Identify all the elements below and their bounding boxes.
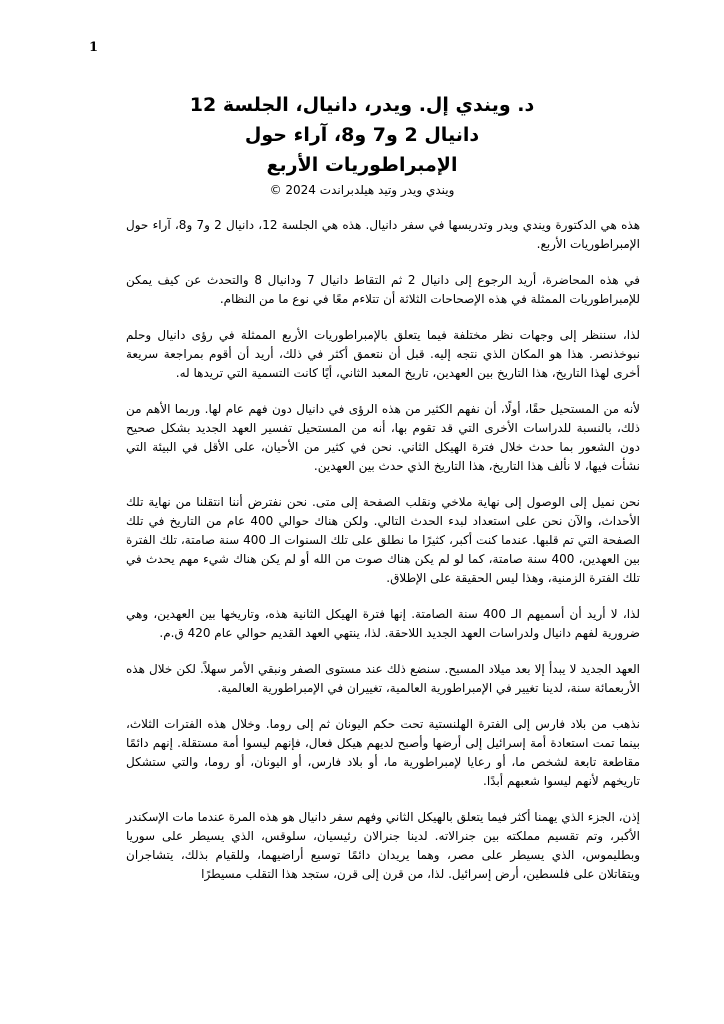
title-line-3: الإمبراطوريات الأربع xyxy=(266,154,458,176)
title-line-1: د. ويندي إل. ويدر، دانيال، الجلسة 12 xyxy=(189,94,535,116)
paragraph-6: لذا، لا أريد أن أسميهم الـ 400 سنة الصامتة. إنها فترة الهيكل الثانية هذه، وتاريخها بين العهدين، وهي ضرورية لفهم دانيال ولدراسات العهد الجديد اللاحقة. لذا، ينتهي العهد القديم حوالي عام 420 ق.م. xyxy=(126,607,640,640)
document-body xyxy=(126,216,640,901)
paragraph-9: إذن، الجزء الذي يهمنا أكثر فيما يتعلق بالهيكل الثاني وفهم سفر دانيال هو هذه المرة عندما مات الإسكندر الأكبر، وتم تقسيم مملكته بين جنرالاته. لدينا جنرالان رئيسيان، سلوقس، الذي يسيطر على سوريا وبطليموس، الذي يسيطر على مصر، وهما يريدان دائمًا توسيع أراضيهما، وللقيام بذلك، يتشاجران ويتقاتلان على فلسطين، أرض إسرائيل. لذا، من قرن إلى قرن، ستجد هذا التقلب مسيطرًا xyxy=(126,810,640,881)
document-header xyxy=(0,90,724,199)
paragraph-3: لذا، سننظر إلى وجهات نظر مختلفة فيما يتعلق بالإمبراطوريات الأربع الممثلة في رؤى دانيال وحلم نبوخذنصر. هذا هو المكان الذي نتجه إليه. قبل أن نتعمق أكثر في ذلك، أريد أن أقوم بمراجعة سريعة أخرى لهذا التاريخ، هذا التاريخ بين العهدين، تاريخ المعبد الثاني، أيًا كانت التسمية التي تريدها له. xyxy=(126,328,640,380)
paragraph-7: العهد الجديد لا يبدأ إلا بعد ميلاد المسيح. سنضع ذلك عند مستوى الصفر ونبقي الأمر سهلاً. لكن خلال هذه الأربعمائة سنة، لدينا تغيير في الإمبراطورية العالمية، تغييران في الإمبراطورية العالمية. xyxy=(126,662,640,695)
paragraph-4: لأنه من المستحيل حقًا، أولًا، أن نفهم الكثير من هذه الرؤى في دانيال دون فهم عام لها. وربما الأهم من ذلك، بالنسبة للدراسات الأخرى التي قد تقوم بها، أنه من المستحيل تفسير العهد الجديد بشكل صحيح دون الشعور بما حدث خلال فترة الهيكل الثاني. نحن في كثير من الأحيان، على الأقل في البيئة التي نشأت فيها، لا نألف هذا التاريخ، هذا التاريخ الذي حدث بين العهدين. xyxy=(126,402,640,473)
paragraph-2: في هذه المحاضرة، أريد الرجوع إلى دانيال 2 ثم التقاط دانيال 7 ودانيال 8 والتحدث عن كيف يمكن للإمبراطوريات الممثلة في هذه الإصحاحات الثلاثة أن تتلاءم معًا في نوع ما من النظام. xyxy=(126,273,640,306)
page-number: 1 xyxy=(89,40,99,55)
title-line-2: دانيال 2 و7 و8، آراء حول xyxy=(244,124,480,146)
copyright-line: ويندي ويدر وتيد هيلدبراندت 2024 © xyxy=(269,183,455,197)
paragraph-8: نذهب من بلاد فارس إلى الفترة الهلنستية تحت حكم اليونان ثم إلى روما. وخلال هذه الفترات الثلاث، بينما تمت استعادة أمة إسرائيل إلى أرضها وأصبح لديهم هيكل فعال، فإنهم ليسوا أمة مستقلة. إنهم دائمًا مقاطعة تابعة لشخص ما، أو رعايا لإمبراطورية ما، أو بلاد فارس، أو اليونان، أو روما، والتي ستشكل تاريخهم لأنهم ليسوا شعبهم أبدًا. xyxy=(126,717,640,788)
paragraph-1: هذه هي الدكتورة ويندي ويدر وتدريسها في سفر دانيال. هذه هي الجلسة 12، دانيال 2 و7 و8، آراء حول الإمبراطوريات الأربع. xyxy=(126,218,641,251)
paragraph-5: نحن نميل إلى الوصول إلى نهاية ملاخي ونقلب الصفحة إلى متى. نحن نفترض أننا انتقلنا من نهاية تلك الأحداث، والآن نحن على استعداد لبدء الحدث التالي. ولكن هناك حوالي 400 عام من التاريخ في تلك الصفحة التي تم قلبها. عندما كنت أكبر، كثيرًا ما نطلق على تلك السنوات الـ 400 سنة صامتة، تلك الفترة بين العهدين، 400 سنة صامتة، كما لو لم يكن هناك صوت من الله أو لم يكن هناك شيء مهم يحدث في تلك الفترة الزمنية، وهذا ليس الحقيقة على الإطلاق. xyxy=(126,495,640,585)
